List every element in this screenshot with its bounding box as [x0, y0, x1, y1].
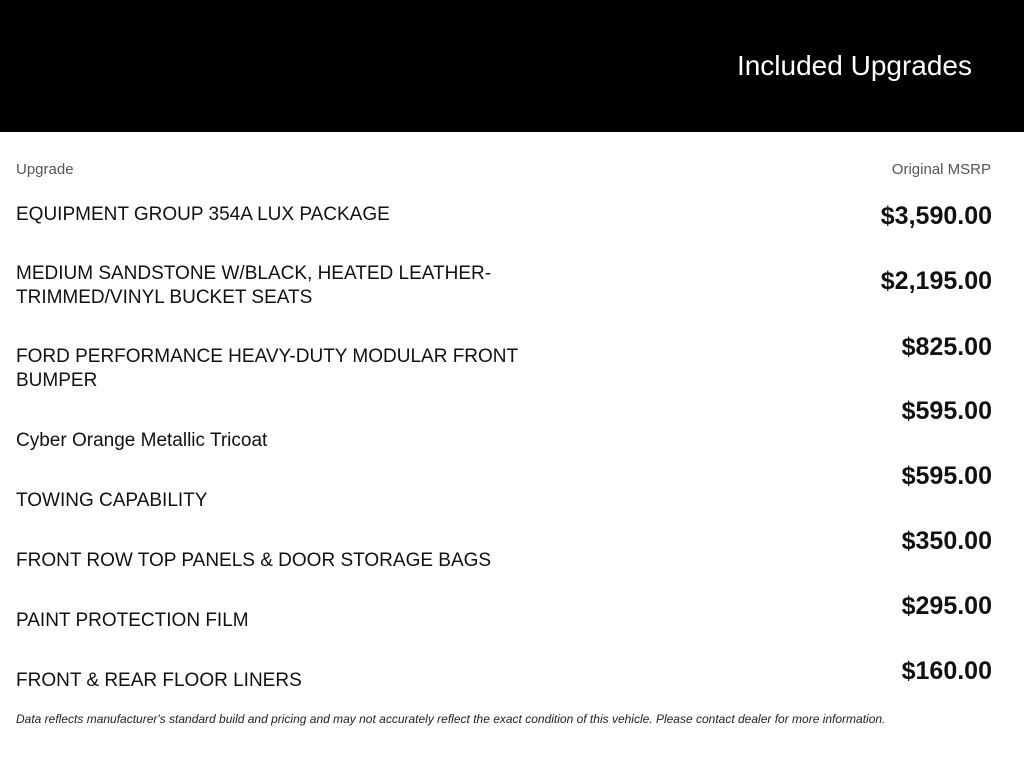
upgrade-price: $595.00: [901, 462, 992, 490]
upgrade-price: $825.00: [901, 333, 992, 361]
upgrade-name: MEDIUM SANDSTONE W/BLACK, HEATED LEATHER-TRIMMED/VINYL BUCKET SEATS: [16, 263, 492, 308]
column-header-upgrade: Upgrade: [16, 161, 74, 178]
disclaimer-text: Data reflects manufacturer's standard build and pricing and may not accurately reflect the exact condition of this vehicle. Please contact dealer for more information.: [16, 712, 886, 726]
page-title: Included Upgrades: [736, 50, 972, 81]
column-header-msrp: Original MSRP: [891, 161, 991, 178]
header-banner: [0, 0, 1024, 132]
upgrade-price: $160.00: [901, 657, 992, 685]
upgrade-price: $2,195.00: [880, 267, 992, 295]
upgrade-name: PAINT PROTECTION FILM: [16, 610, 249, 631]
upgrade-price: $595.00: [901, 397, 992, 425]
upgrade-name: FORD PERFORMANCE HEAVY-DUTY MODULAR FRONT BUMPER: [16, 346, 518, 391]
upgrade-name: FRONT & REAR FLOOR LINERS: [16, 670, 302, 691]
upgrade-price: $350.00: [901, 527, 992, 555]
upgrade-name: Cyber Orange Metallic Tricoat: [16, 430, 268, 451]
upgrade-price: $3,590.00: [880, 202, 992, 230]
upgrade-price: $295.00: [901, 592, 992, 620]
upgrade-name: TOWING CAPABILITY: [16, 490, 208, 511]
upgrade-name: EQUIPMENT GROUP 354A LUX PACKAGE: [16, 204, 390, 225]
upgrade-name: FRONT ROW TOP PANELS & DOOR STORAGE BAGS: [16, 550, 492, 571]
